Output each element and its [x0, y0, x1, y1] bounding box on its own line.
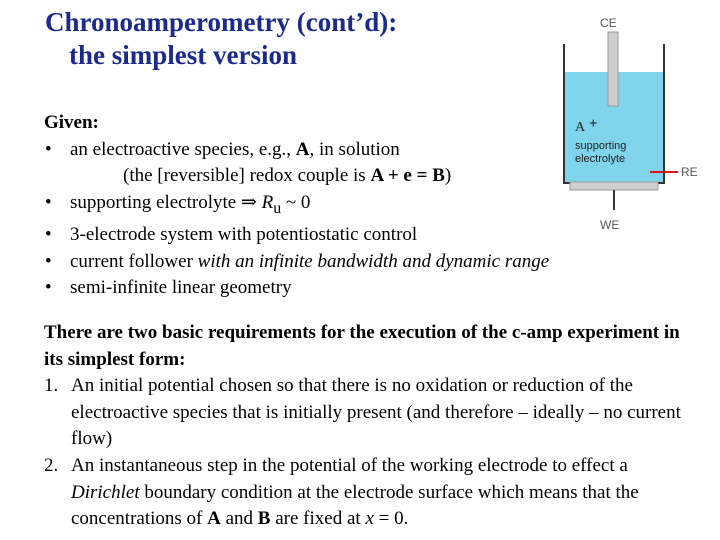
given-item	[44, 249, 644, 276]
text-run: An instantaneous step in the potential of the working electrode to effect a	[71, 454, 628, 476]
requirement-item	[44, 453, 684, 533]
text-run: An initial potential chosen so that there is no oxidation or reduction of the electroactive species that is initially present (and therefore – ideally – no current flow)	[71, 375, 681, 450]
requirement-number: 2.	[44, 454, 59, 476]
plus-label: +	[589, 116, 598, 132]
text-run: with an infinite bandwidth and dynamic range	[197, 250, 550, 272]
text-run: A + e = B	[370, 165, 445, 187]
title-line-2: the simplest version	[69, 40, 297, 70]
text-run: )	[444, 165, 452, 187]
text-run: = 0.	[373, 508, 409, 530]
requirements-intro: There are two basic requirements for the execution of the c-amp experiment in its simplest form:	[44, 322, 680, 370]
text-run: A	[295, 138, 310, 160]
text-run: boundary condition at the electrode surface which means that the concentrations of	[71, 481, 639, 530]
electrochemical-cell-diagram	[550, 0, 720, 240]
text-run: Dirichlet	[71, 481, 140, 503]
species-label: A	[575, 120, 586, 135]
text-run: and	[220, 508, 258, 530]
solution-label-line-1: supporting	[575, 140, 627, 152]
text-run: , in solution	[309, 138, 400, 160]
bullet: •	[45, 250, 52, 272]
given-heading: Given:	[44, 112, 99, 133]
text-run: B	[257, 508, 271, 530]
slide-title	[45, 6, 397, 72]
text-run: semi-infinite linear geometry	[70, 277, 292, 299]
bullet: •	[45, 224, 52, 246]
we-label: WE	[600, 218, 620, 232]
requirement-number: 1.	[44, 375, 59, 397]
given-item	[44, 275, 644, 302]
text-run: supporting electrolyte ⇒	[70, 191, 262, 213]
cell-svg	[550, 0, 720, 240]
requirement-item	[44, 373, 684, 453]
text-run: ~ 0	[281, 191, 311, 213]
text-run: 3-electrode system with potentiostatic control	[70, 224, 418, 246]
working-electrode	[570, 182, 658, 190]
requirements-section	[44, 320, 684, 533]
text-run: an electroactive species, e.g.,	[70, 138, 296, 160]
text-run: x	[365, 508, 374, 530]
bullet: •	[45, 191, 52, 213]
solution-label-line-2: electrolyte	[575, 153, 626, 165]
text-run: are fixed at	[270, 508, 366, 530]
counter-electrode	[608, 32, 618, 106]
ce-label: CE	[600, 16, 617, 30]
bullet: •	[45, 277, 52, 299]
text-run: A	[207, 508, 221, 530]
text-run: (the [reversible] redox couple is	[123, 165, 371, 187]
text-run: R	[261, 191, 274, 213]
text-run: current follower	[70, 250, 198, 272]
text-run: u	[273, 199, 282, 217]
re-label: RE	[681, 165, 698, 179]
bullet: •	[45, 138, 52, 160]
title-line-1: Chronoamperometry (cont’d):	[45, 7, 398, 37]
requirements-list	[44, 373, 684, 533]
